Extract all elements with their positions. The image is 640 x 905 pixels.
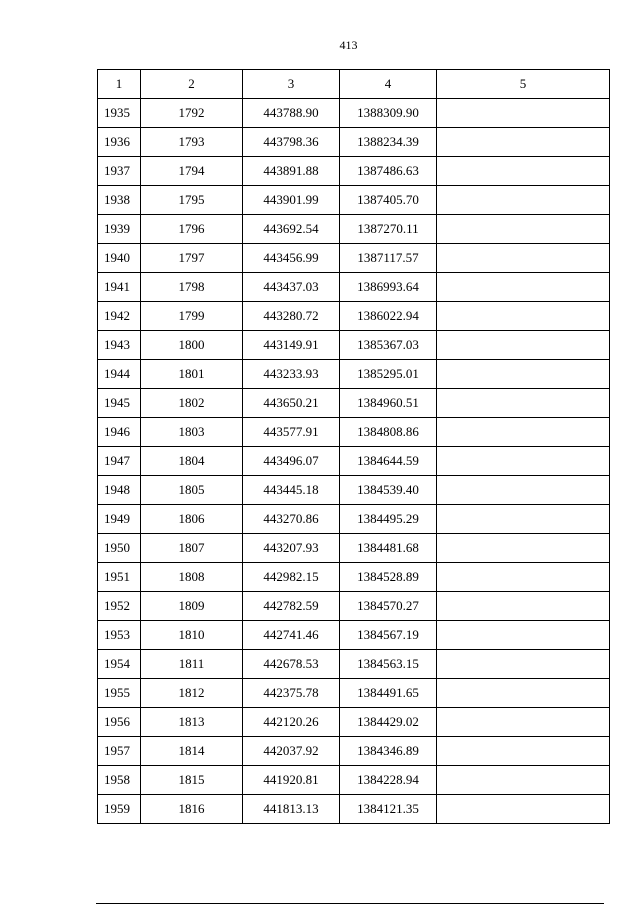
table-cell-col-5	[437, 534, 610, 563]
coordinates-table	[97, 69, 610, 824]
table-cell-col-1: 1958	[98, 766, 141, 795]
table-cell-col-2: 1801	[141, 360, 243, 389]
table-cell-col-5	[437, 447, 610, 476]
table-cell-col-1: 1953	[98, 621, 141, 650]
table-cell-col-4: 1384960.51	[340, 389, 437, 418]
table-cell-col-1: 1941	[98, 273, 141, 302]
table-cell-col-2: 1815	[141, 766, 243, 795]
table-cell-col-1: 1948	[98, 476, 141, 505]
table-row	[98, 389, 610, 418]
table-cell-col-2: 1807	[141, 534, 243, 563]
table-row	[98, 447, 610, 476]
table-row	[98, 621, 610, 650]
table-cell-col-1: 1937	[98, 157, 141, 186]
table-cell-col-2: 1797	[141, 244, 243, 273]
table-cell-col-3: 443456.99	[243, 244, 340, 273]
table-cell-col-2: 1800	[141, 331, 243, 360]
table-cell-col-2: 1796	[141, 215, 243, 244]
footer-rule	[96, 903, 604, 904]
table-row	[98, 592, 610, 621]
table-cell-col-2: 1810	[141, 621, 243, 650]
table-cell-col-4: 1384808.86	[340, 418, 437, 447]
table-cell-col-1: 1945	[98, 389, 141, 418]
column-header-5: 5	[437, 70, 610, 99]
table-row	[98, 128, 610, 157]
table-cell-col-3: 443149.91	[243, 331, 340, 360]
table-cell-col-4: 1384563.15	[340, 650, 437, 679]
table-cell-col-4: 1387270.11	[340, 215, 437, 244]
table-body	[98, 99, 610, 824]
table-cell-col-3: 441920.81	[243, 766, 340, 795]
table-cell-col-4: 1388309.90	[340, 99, 437, 128]
table-cell-col-2: 1814	[141, 737, 243, 766]
table-cell-col-3: 443496.07	[243, 447, 340, 476]
table-cell-col-4: 1384346.89	[340, 737, 437, 766]
table-row	[98, 215, 610, 244]
table-cell-col-2: 1812	[141, 679, 243, 708]
table-row	[98, 679, 610, 708]
table-row	[98, 534, 610, 563]
table-cell-col-1: 1956	[98, 708, 141, 737]
table-cell-col-1: 1950	[98, 534, 141, 563]
table-cell-col-2: 1806	[141, 505, 243, 534]
table-cell-col-2: 1799	[141, 302, 243, 331]
table-cell-col-3: 443788.90	[243, 99, 340, 128]
table-cell-col-4: 1384539.40	[340, 476, 437, 505]
table-cell-col-4: 1384429.02	[340, 708, 437, 737]
table-cell-col-4: 1387486.63	[340, 157, 437, 186]
table-cell-col-5	[437, 302, 610, 331]
table-cell-col-4: 1384228.94	[340, 766, 437, 795]
table-cell-col-1: 1949	[98, 505, 141, 534]
table-cell-col-3: 443280.72	[243, 302, 340, 331]
table-cell-col-4: 1384644.59	[340, 447, 437, 476]
table-row	[98, 273, 610, 302]
table-cell-col-4: 1384481.68	[340, 534, 437, 563]
table-cell-col-5	[437, 737, 610, 766]
table-cell-col-1: 1936	[98, 128, 141, 157]
table-cell-col-2: 1795	[141, 186, 243, 215]
table-cell-col-3: 443891.88	[243, 157, 340, 186]
table-cell-col-2: 1808	[141, 563, 243, 592]
table-cell-col-5	[437, 505, 610, 534]
table-cell-col-5	[437, 650, 610, 679]
table-cell-col-2: 1811	[141, 650, 243, 679]
table-cell-col-1: 1939	[98, 215, 141, 244]
table-cell-col-4: 1387117.57	[340, 244, 437, 273]
table-cell-col-4: 1386993.64	[340, 273, 437, 302]
table-cell-col-5	[437, 99, 610, 128]
table-row	[98, 360, 610, 389]
table-cell-col-2: 1816	[141, 795, 243, 824]
table-cell-col-1: 1951	[98, 563, 141, 592]
table-cell-col-5	[437, 215, 610, 244]
table-row	[98, 186, 610, 215]
table-row	[98, 331, 610, 360]
table-cell-col-5	[437, 708, 610, 737]
table-cell-col-5	[437, 244, 610, 273]
table-cell-col-5	[437, 592, 610, 621]
table-cell-col-5	[437, 563, 610, 592]
table-cell-col-1: 1952	[98, 592, 141, 621]
table-cell-col-2: 1793	[141, 128, 243, 157]
table-cell-col-3: 443207.93	[243, 534, 340, 563]
table-cell-col-3: 442782.59	[243, 592, 340, 621]
table-cell-col-1: 1943	[98, 331, 141, 360]
table-cell-col-5	[437, 273, 610, 302]
table-cell-col-1: 1959	[98, 795, 141, 824]
table-cell-col-3: 443437.03	[243, 273, 340, 302]
table-cell-col-2: 1802	[141, 389, 243, 418]
table-cell-col-5	[437, 621, 610, 650]
table-row	[98, 650, 610, 679]
table-cell-col-5	[437, 331, 610, 360]
table-cell-col-5	[437, 157, 610, 186]
table-cell-col-1: 1935	[98, 99, 141, 128]
table-cell-col-5	[437, 795, 610, 824]
table-cell-col-4: 1384121.35	[340, 795, 437, 824]
table-header-row	[98, 70, 610, 99]
table-cell-col-3: 442982.15	[243, 563, 340, 592]
table-cell-col-2: 1805	[141, 476, 243, 505]
table-cell-col-2: 1813	[141, 708, 243, 737]
table-row	[98, 795, 610, 824]
column-header-1: 1	[98, 70, 141, 99]
table-row	[98, 505, 610, 534]
table-cell-col-1: 1955	[98, 679, 141, 708]
table-cell-col-2: 1809	[141, 592, 243, 621]
table-cell-col-5	[437, 418, 610, 447]
table-cell-col-5	[437, 766, 610, 795]
table-row	[98, 418, 610, 447]
table-cell-col-3: 443233.93	[243, 360, 340, 389]
table-cell-col-5	[437, 389, 610, 418]
table-cell-col-1: 1957	[98, 737, 141, 766]
table-cell-col-4: 1385367.03	[340, 331, 437, 360]
table-cell-col-3: 441813.13	[243, 795, 340, 824]
table-row	[98, 766, 610, 795]
table-cell-col-3: 442375.78	[243, 679, 340, 708]
table-cell-col-3: 443692.54	[243, 215, 340, 244]
table-cell-col-3: 443445.18	[243, 476, 340, 505]
table-cell-col-1: 1942	[98, 302, 141, 331]
table-cell-col-2: 1794	[141, 157, 243, 186]
table-cell-col-2: 1803	[141, 418, 243, 447]
table-cell-col-3: 442037.92	[243, 737, 340, 766]
table-cell-col-5	[437, 476, 610, 505]
table-cell-col-4: 1384567.19	[340, 621, 437, 650]
page-number: 413	[339, 38, 358, 52]
table-cell-col-1: 1940	[98, 244, 141, 273]
table-cell-col-3: 443270.86	[243, 505, 340, 534]
table-cell-col-4: 1384528.89	[340, 563, 437, 592]
table-row	[98, 302, 610, 331]
table-cell-col-1: 1944	[98, 360, 141, 389]
table-cell-col-4: 1386022.94	[340, 302, 437, 331]
table-row	[98, 99, 610, 128]
table-cell-col-3: 442678.53	[243, 650, 340, 679]
table-row	[98, 563, 610, 592]
table-cell-col-2: 1798	[141, 273, 243, 302]
table-row	[98, 737, 610, 766]
table-cell-col-4: 1388234.39	[340, 128, 437, 157]
table-cell-col-4: 1385295.01	[340, 360, 437, 389]
table-cell-col-3: 443577.91	[243, 418, 340, 447]
table-cell-col-4: 1384495.29	[340, 505, 437, 534]
table-row	[98, 476, 610, 505]
table-cell-col-3: 442120.26	[243, 708, 340, 737]
table-cell-col-1: 1946	[98, 418, 141, 447]
table-row	[98, 244, 610, 273]
table-cell-col-5	[437, 128, 610, 157]
table-cell-col-3: 443650.21	[243, 389, 340, 418]
table-cell-col-4: 1384491.65	[340, 679, 437, 708]
table-cell-col-4: 1384570.27	[340, 592, 437, 621]
column-header-2: 2	[141, 70, 243, 99]
table-cell-col-5	[437, 360, 610, 389]
table-row	[98, 708, 610, 737]
table-cell-col-1: 1947	[98, 447, 141, 476]
table-cell-col-2: 1792	[141, 99, 243, 128]
table-cell-col-1: 1954	[98, 650, 141, 679]
column-header-4: 4	[340, 70, 437, 99]
table-cell-col-5	[437, 679, 610, 708]
column-header-3: 3	[243, 70, 340, 99]
table-cell-col-3: 443901.99	[243, 186, 340, 215]
table-cell-col-5	[437, 186, 610, 215]
table-cell-col-3: 443798.36	[243, 128, 340, 157]
table-row	[98, 157, 610, 186]
table-cell-col-4: 1387405.70	[340, 186, 437, 215]
table-cell-col-1: 1938	[98, 186, 141, 215]
table-cell-col-3: 442741.46	[243, 621, 340, 650]
table-cell-col-2: 1804	[141, 447, 243, 476]
